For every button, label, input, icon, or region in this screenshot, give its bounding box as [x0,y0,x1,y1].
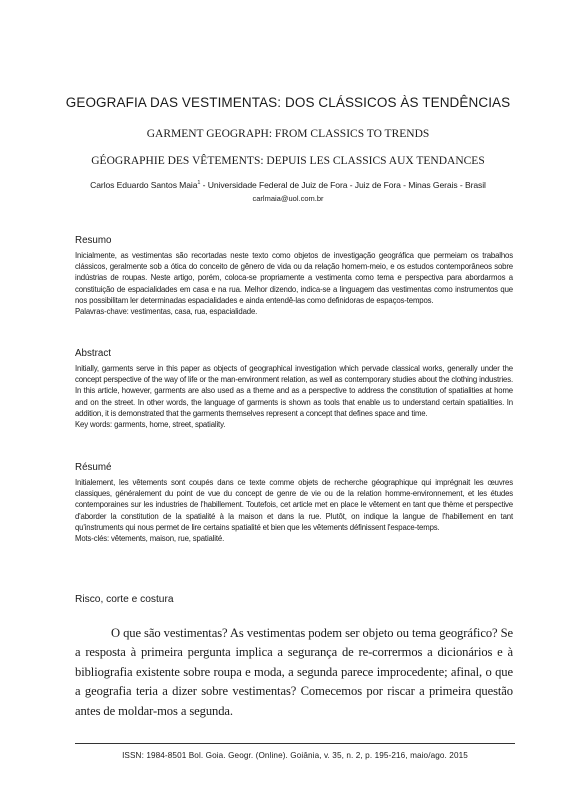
resumo-text: Inicialmente, as vestimentas são recortadas neste texto como objetos de investigação geográfica que permeiam os trabalhos clássicos, geralmente sob a ótica do conceito de gênero de vida ou da relação homem-meio, e os estudos contemporâneos sobre indústrias de roupas. Neste artigo, porém, coloca-se propriamente a vestimenta como tema e perspectiva para abordarmos a constituição de espacialidades em casa e na rua. Melhor dizendo, indica-se a linguagem das vestimentas como instrumentos que nos possibilitam ler determinadas espacialidades e ainda entendê-las como definidoras de espaços-tempos. [75,251,513,305]
title-french: GÉOGRAPHIE DES VÊTEMENTS: DEPUIS LES CLASSICS AUX TENDANCES [91,155,485,167]
resumo-keywords: Palavras-chave: vestimentas, casa, rua, espacialidade. [75,307,258,317]
resumo-block [75,250,513,317]
abstract-heading: Abstract [75,348,111,359]
abstract-text: Initially, garments serve in this paper as objects of geographical investigation which pervade classical works, generally under the concept perspective of the way of life or the man-environment relation, as well as contemporary studies about the clothing industries. In this article, however, garments are also used as a theme and as a perspective to address the constitution of spatialities at home and on the street. In other words, the language of garments is shown as tools that enable us to understand certain spatialities. In addition, it is demonstrated that the garments themselves represent a concept that defines space and time. [75,364,513,418]
title-english: GARMENT GEOGRAPH: FROM CLASSICS TO TRENDS [146,128,430,140]
author-email[interactable]: carlmaia@uol.com.br [252,194,324,203]
author-name: Carlos Eduardo Santos Maia [90,180,198,190]
resume-keywords: Mots-clés: vêtements, maison, rue, spatialité. [75,534,225,544]
body-paragraph: O que são vestimentas? As vestimentas podem ser objeto ou tema geográfico? Se a resposta à primeira pergunta implica a segurança de re-corrermos a dicionários e à bibliografia existente sobre roupa e moda, a segunda parece improcedente; afinal, o que a geografia teria a dizer sobre vestimentas? Comecemos por riscar a primeira questão antes de moldar-mos a segunda. [75,626,513,718]
abstract-block [75,363,513,430]
footer-divider [75,743,515,744]
title-portuguese: GEOGRAFIA DAS VESTIMENTAS: DOS CLÁSSICOS ÀS TENDÊNCIAS [65,95,511,110]
author-line [40,180,536,190]
footer-citation: ISSN: 1984-8501 Bol. Goia. Geogr. (Online). Goiânia, v. 35, n. 2, p. 195-216, maio/ago. 2015 [122,751,468,760]
resume-text: Initialement, les vêtements sont coupés dans ce texte comme objets de recherche géographique qui imprégnait les œuvres classiques, généralement du point de vue du concept de genre de vie ou de la relation homme-environnement, et les études contemporaines sur les industries de l'habillement. Toutefois, cet article met en place le vêtement en tant que thème et perspective d'aborder la constitution de la spatialité à la maison et dans la rue. Plutôt, on indique la langue de l'habillement en tant qu'instruments qui nous permet de lire certains spatialité et bien que les vêtements définissent l'espace-temps. [75,478,513,532]
author-affiliation: - Universidade Federal de Juiz de Fora - Juiz de Fora - Minas Gerais - Brasil [200,180,486,190]
resumo-heading: Resumo [75,235,112,246]
resume-block [75,477,513,544]
abstract-keywords: Key words: garments, home, street, spatiality. [75,420,226,430]
resume-heading: Résumé [75,462,112,473]
body-text [75,624,513,721]
footnote-mark: 1 [197,180,201,187]
section-heading: Risco, corte e costura [75,594,174,605]
